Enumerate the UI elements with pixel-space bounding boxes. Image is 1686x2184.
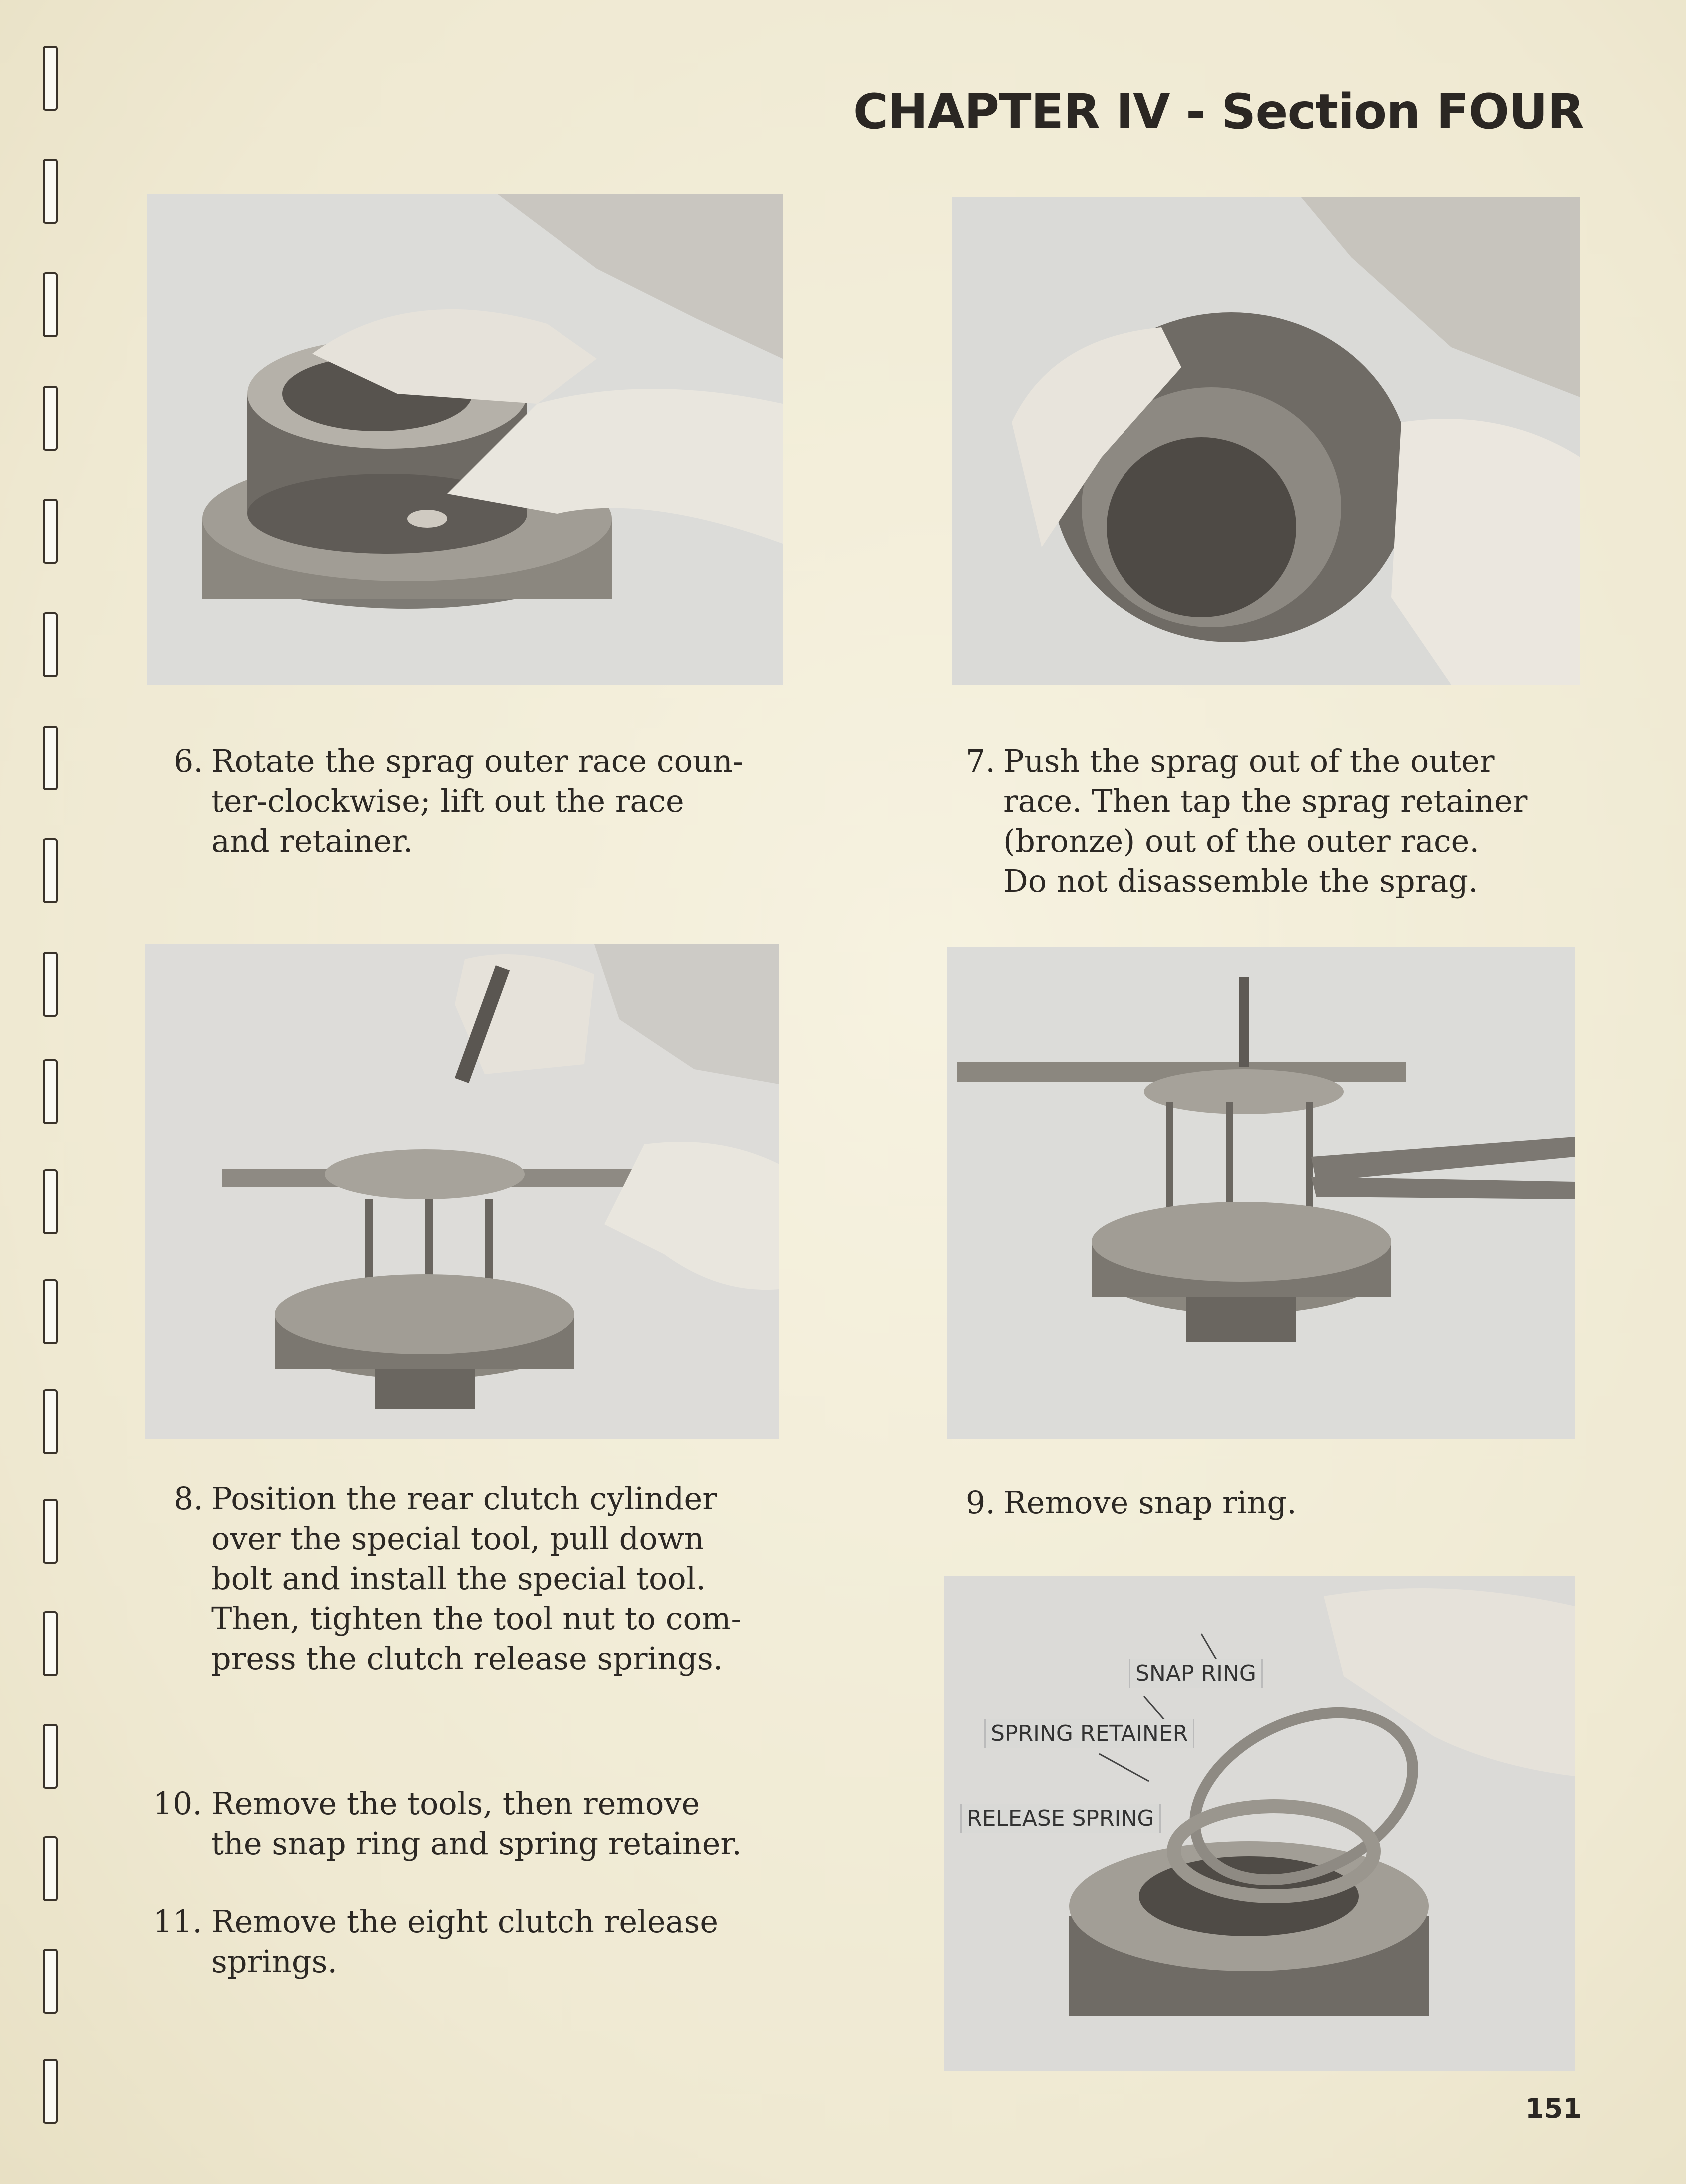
binding-hole: [43, 1279, 58, 1344]
binding-hole: [43, 2059, 58, 2124]
step-line: Then, tighten the tool nut to com-: [211, 1600, 742, 1637]
step-line: Push the sprag out of the outer: [1003, 743, 1495, 779]
binding-hole: [43, 272, 58, 337]
photo-rotate-sprag-outer-race: [147, 194, 783, 685]
step-line: race. Then tap the sprag retainer: [1003, 783, 1528, 819]
step-line: Remove the eight clutch release: [211, 1903, 719, 1940]
binding-hole: [43, 159, 58, 224]
binding-hole: [43, 1836, 58, 1901]
step-line: Remove the tools, then remove: [211, 1785, 700, 1822]
binding-hole: [43, 46, 58, 111]
step-line: over the special tool, pull down: [211, 1520, 704, 1557]
binding-hole: [43, 499, 58, 564]
photo-snap-ring-removal: [944, 1576, 1575, 2071]
photo-tool-with-snap-ring-pliers: [947, 947, 1575, 1439]
binding-hole: [43, 1611, 58, 1676]
binding-hole: [43, 612, 58, 677]
step-line: Remove snap ring.: [1003, 1484, 1297, 1521]
photo-push-sprag-out: [952, 197, 1580, 685]
page-number: 151: [1525, 2093, 1582, 2124]
binding-hole: [43, 1724, 58, 1789]
step-line: press the clutch release springs.: [211, 1640, 723, 1677]
step-line: Rotate the sprag outer race coun-: [211, 743, 743, 779]
step-line: Position the rear clutch cylinder: [211, 1480, 717, 1517]
callout-spring-retainer: SPRING RETAINER: [984, 1719, 1194, 1748]
binding-hole: [43, 1169, 58, 1234]
photo-special-tool-on-cylinder: [145, 944, 779, 1439]
step-number: 6.: [173, 743, 203, 779]
callout-release-spring: RELEASE SPRING: [960, 1804, 1161, 1833]
binding-hole: [43, 386, 58, 451]
callout-snap-ring: SNAP RING: [1129, 1659, 1263, 1688]
binding-hole: [43, 838, 58, 903]
binding-hole: [43, 1949, 58, 2014]
binding-hole: [43, 952, 58, 1017]
step-line: and retainer.: [211, 823, 413, 859]
step-number: 11.: [153, 1903, 202, 1940]
step-line: the snap ring and spring retainer.: [211, 1825, 742, 1862]
binding-hole: [43, 726, 58, 790]
chapter-header: CHAPTER IV - Section FOUR: [853, 84, 1584, 140]
step-line: bolt and install the special tool.: [211, 1560, 706, 1597]
binding-hole: [43, 1499, 58, 1564]
step-number: 10.: [153, 1785, 202, 1822]
step-line: (bronze) out of the outer race.: [1003, 823, 1480, 859]
step-line: Do not disassemble the sprag.: [1003, 863, 1478, 899]
binding-hole: [43, 1059, 58, 1124]
step-line: ter-clockwise; lift out the race: [211, 783, 684, 819]
binding-hole: [43, 1389, 58, 1454]
step-number: 8.: [173, 1480, 203, 1517]
step-number: 9.: [965, 1484, 995, 1521]
step-number: 7.: [965, 743, 995, 779]
step-line: springs.: [211, 1943, 338, 1980]
